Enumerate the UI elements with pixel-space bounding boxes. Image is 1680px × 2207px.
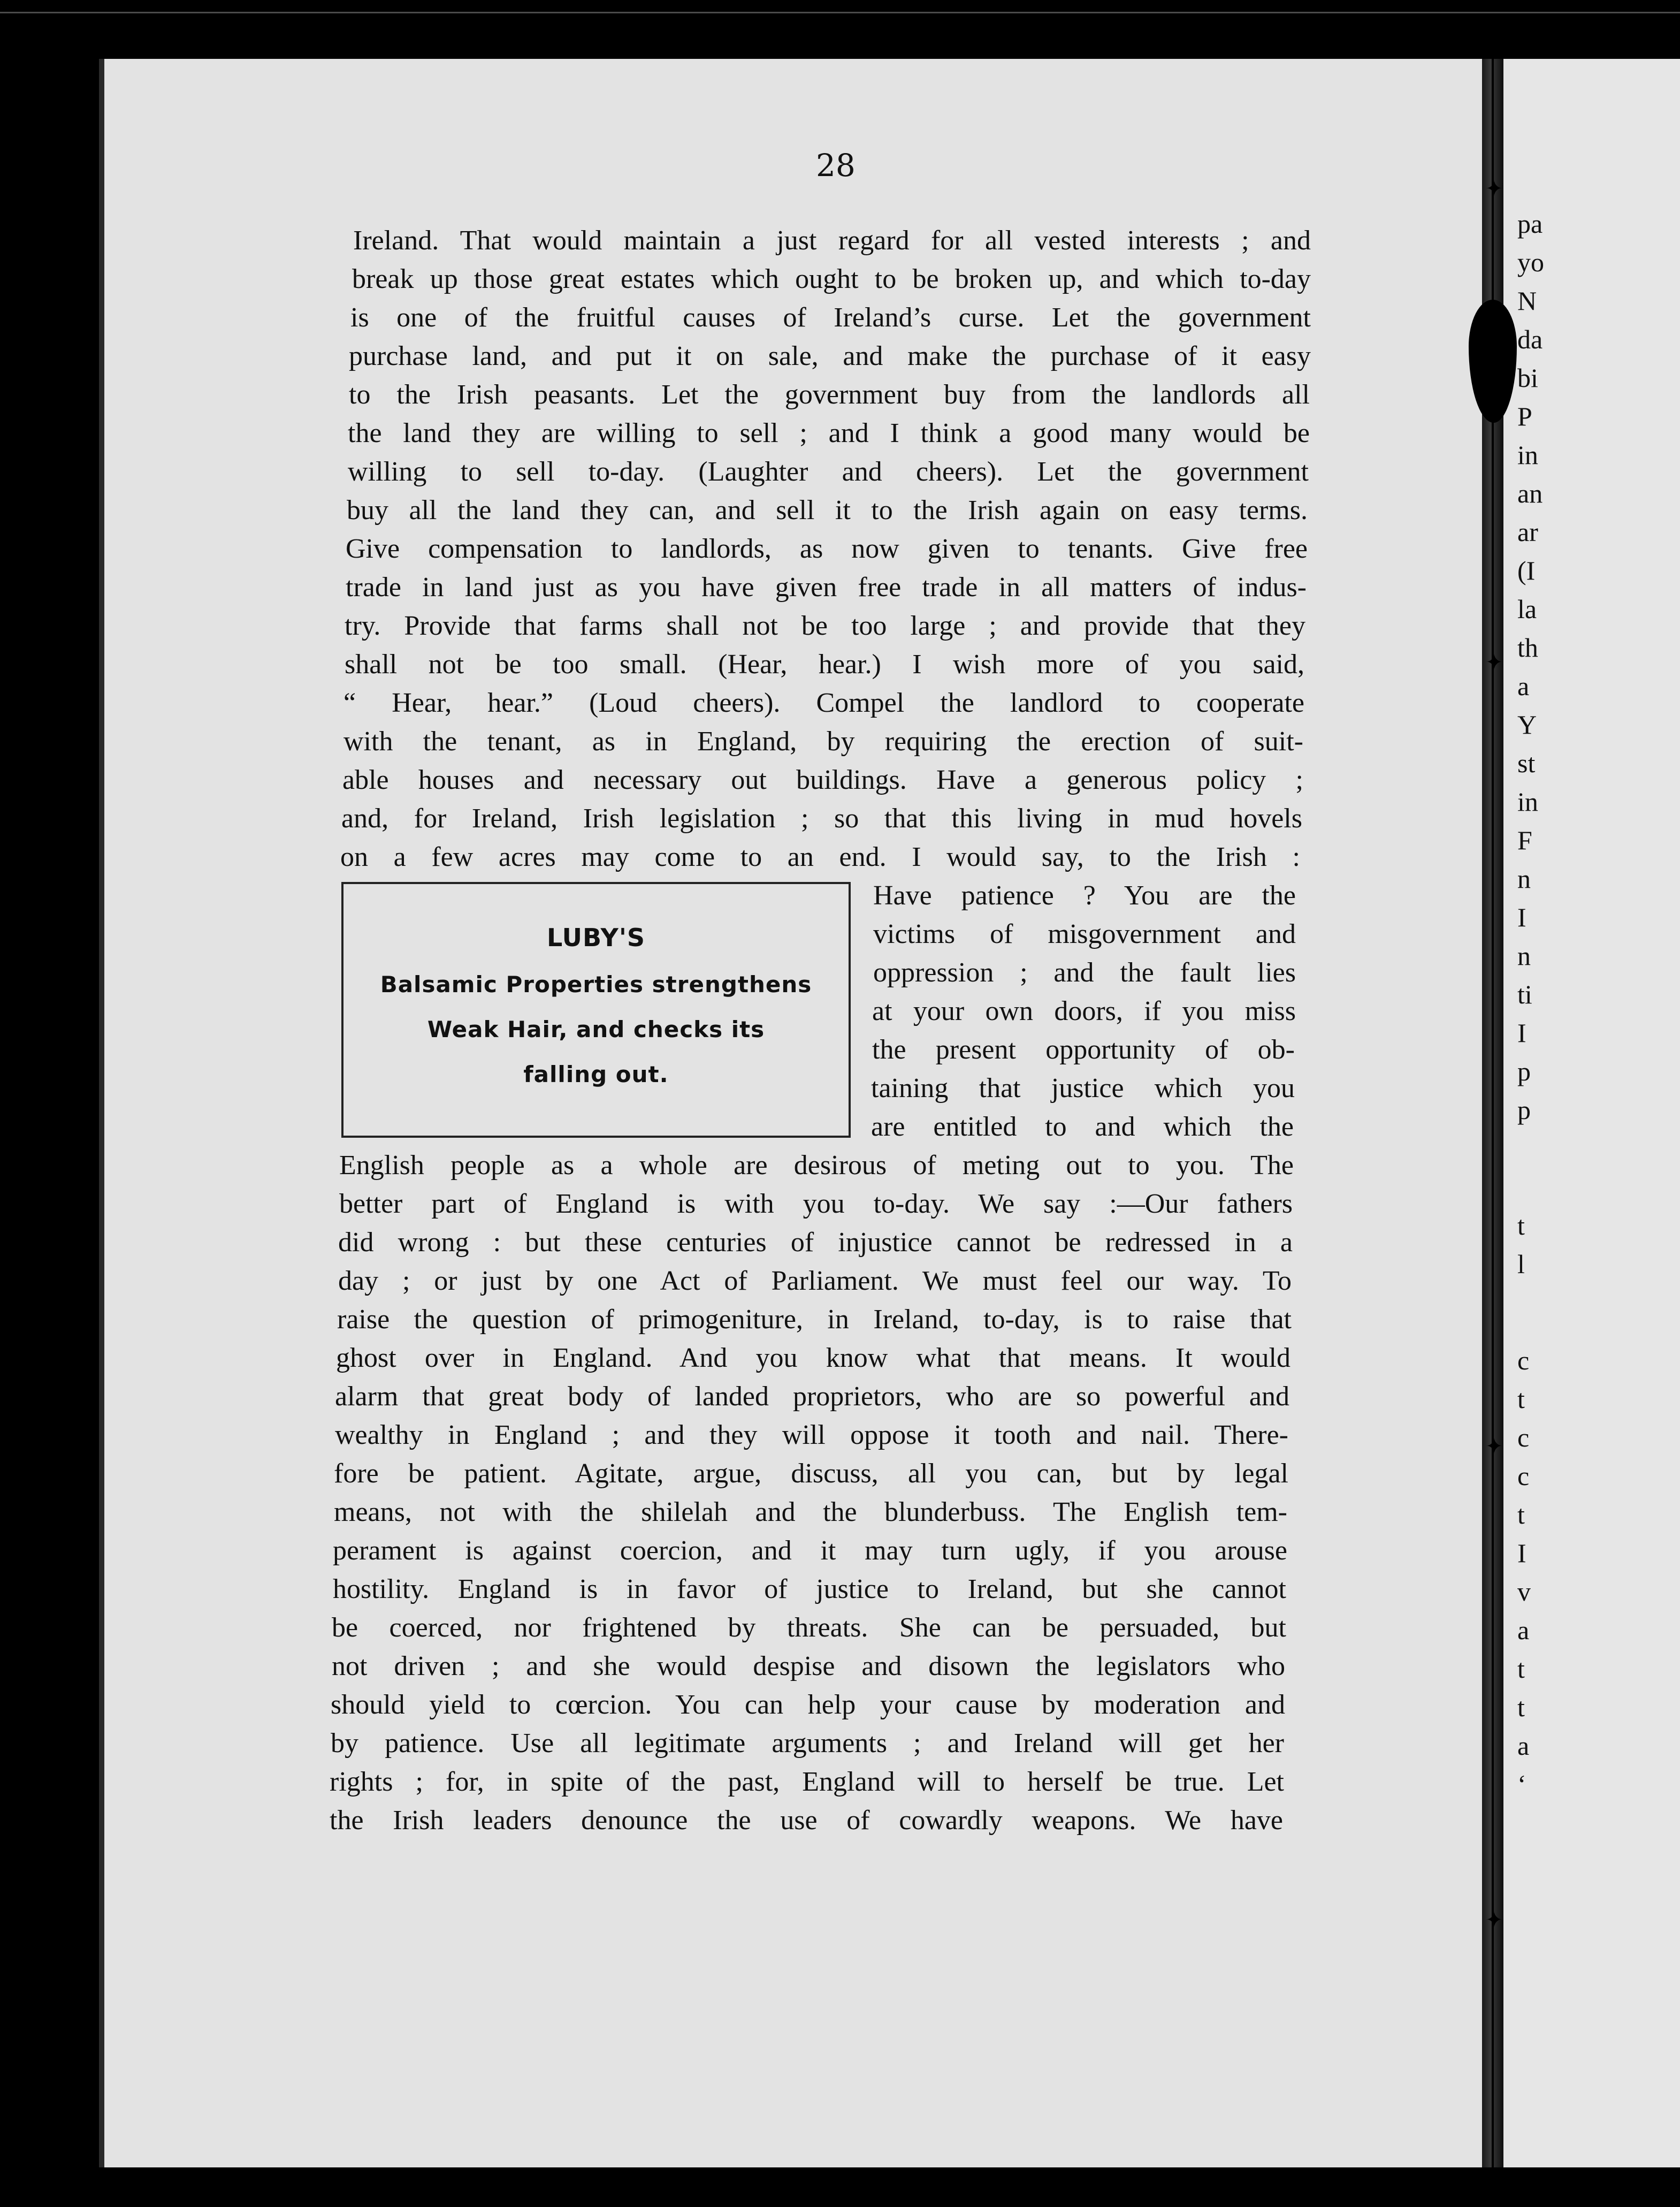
text-line: is one of the fruitful causes of Ireland’s curse. Let the government	[350, 302, 1311, 333]
text-line: the present opportunity of ob-	[872, 1034, 1295, 1065]
ad-line: Weak Hair, and checks its	[427, 1016, 765, 1042]
fragment: n	[1517, 864, 1531, 894]
text-line: the land they are willing to sell ; and I think a good many would be	[348, 418, 1310, 448]
text-line: wealthy in England ; and they will oppose it tooth and nail. There-	[335, 1420, 1288, 1450]
text-line: try. Provide that farms shall not be too large ; and provide that they	[345, 611, 1305, 641]
fragment: a	[1517, 1731, 1530, 1761]
fragment: t	[1517, 1500, 1525, 1529]
text-line: buy all the land they can, and sell it to the Irish again on easy terms.	[347, 495, 1308, 526]
fragment: an	[1517, 478, 1543, 508]
text-line: with the tenant, as in England, by requiring the erection of suit-	[343, 726, 1303, 757]
fragment: t	[1517, 1654, 1525, 1684]
text-line: fore be patient. Agitate, argue, discuss, all you can, but by legal	[334, 1458, 1288, 1489]
text-line: oppression ; and the fault lies	[873, 957, 1296, 988]
stitch-mark: ✦	[1485, 1908, 1503, 1932]
text-line: raise the question of primogeniture, in Ireland, to-day, is to raise that	[337, 1304, 1292, 1335]
fragment: v	[1517, 1577, 1531, 1607]
text-line: means, not with the shilelah and the blunderbuss. The English tem-	[334, 1497, 1287, 1527]
fragment: P	[1517, 401, 1532, 431]
text-line: hostility. England is in favor of justice to Ireland, but she cannot	[333, 1574, 1286, 1604]
fragment: c	[1517, 1422, 1530, 1452]
fragment: N	[1517, 286, 1537, 316]
text-line: alarm that great body of landed proprietors, who are so powerful and	[335, 1381, 1289, 1412]
text-line: not driven ; and she would despise and disown the legislators who	[332, 1651, 1285, 1681]
text-line: are entitled to and which the	[871, 1112, 1294, 1142]
text-line: be coerced, nor frightened by threats. She can be persuaded, but	[332, 1612, 1286, 1643]
text-line: perament is against coercion, and it may turn ugly, if you arouse	[333, 1535, 1287, 1566]
text-line: willing to sell to-day. (Laughter and cheers). Let the government	[348, 456, 1309, 487]
text-line: by patience. Use all legitimate arguments ; and Ireland will get her	[331, 1728, 1284, 1759]
text-line: rights ; for, in spite of the past, England will to herself be true. Let	[330, 1767, 1284, 1797]
binding-thread	[1492, 59, 1494, 2167]
fragment: a	[1517, 671, 1530, 701]
fragment: I	[1517, 902, 1526, 932]
text-line: able houses and necessary out buildings. Have a generous policy ;	[342, 765, 1303, 795]
text-line: the Irish leaders denounce the use of cowardly weapons. We have	[330, 1805, 1283, 1836]
fragment: I	[1517, 1018, 1526, 1048]
ad-line: falling out.	[523, 1061, 669, 1087]
scan-top-edge	[0, 0, 1680, 13]
text-line: trade in land just as you have given free trade in all matters of indus-	[346, 572, 1307, 603]
stitch-mark: ✦	[1485, 177, 1503, 201]
fragment: ‘	[1517, 1769, 1526, 1799]
fragment: (I	[1517, 555, 1536, 585]
text-line: ghost over in England. And you know what that means. It would	[336, 1343, 1290, 1373]
fragment: da	[1517, 324, 1543, 354]
fragment: la	[1517, 594, 1537, 624]
fragment: t	[1517, 1211, 1525, 1241]
fragment: t	[1517, 1384, 1525, 1414]
ad-brand: LUBY'S	[546, 923, 646, 952]
fragment: in	[1517, 787, 1538, 817]
page-number: 28	[816, 147, 856, 184]
text-line: victims of misgovernment and	[873, 919, 1296, 949]
fragment: st	[1517, 748, 1536, 778]
text-line: should yield to cœrcion. You can help your cause by moderation and	[331, 1690, 1285, 1720]
luby-advertisement	[341, 882, 851, 1138]
fragment: c	[1517, 1345, 1530, 1375]
fragment: p	[1517, 1095, 1531, 1125]
fragment: a	[1517, 1615, 1530, 1645]
fragment: th	[1517, 633, 1538, 663]
fragment: bi	[1517, 363, 1538, 393]
text-line: better part of England is with you to-day. We say :—Our fathers	[339, 1189, 1293, 1219]
fragment: l	[1517, 1249, 1525, 1279]
fragment: F	[1517, 825, 1532, 855]
fragment: t	[1517, 1692, 1525, 1722]
text-line: Have patience ? You are the	[873, 880, 1296, 911]
text-line: did wrong : but these centuries of injustice cannot be redressed in a	[338, 1227, 1293, 1258]
text-line: “ Hear, hear.” (Loud cheers). Compel the landlord to cooperate	[343, 688, 1304, 718]
fragment: I	[1517, 1538, 1526, 1568]
fragment: p	[1517, 1056, 1531, 1086]
text-line: purchase land, and put it on sale, and make the purchase of it easy	[349, 341, 1311, 371]
fragment: yo	[1517, 247, 1544, 277]
fragment: pa	[1517, 209, 1543, 239]
fragment: n	[1517, 941, 1531, 971]
fragment: ar	[1517, 517, 1538, 547]
ad-line: Balsamic Properties strengthens	[380, 971, 812, 998]
fragment: Y	[1517, 710, 1537, 740]
fragment: in	[1517, 440, 1538, 470]
text-line: English people as a whole are desirous of meting out to you. The	[339, 1150, 1294, 1181]
text-line: Give compensation to landlords, as now given to tenants. Give free	[346, 534, 1308, 564]
text-line: shall not be too small. (Hear, hear.) I wish more of you said,	[345, 649, 1304, 680]
text-line: day ; or just by one Act of Parliament. We must feel our way. To	[338, 1266, 1292, 1296]
stitch-mark: ✦	[1485, 650, 1503, 675]
text-line: and, for Ireland, Irish legislation ; so that this living in mud hovels	[341, 803, 1302, 834]
text-line: on a few acres may come to an end. I would say, to the Irish :	[340, 842, 1300, 872]
text-line: break up those great estates which ought to be broken up, and which to-day	[352, 264, 1311, 294]
fragment: ti	[1517, 979, 1532, 1009]
fragment: c	[1517, 1461, 1530, 1491]
text-line: at your own doors, if you miss	[872, 996, 1296, 1026]
stitch-mark: ✦	[1485, 1434, 1503, 1459]
text-line: Ireland. That would maintain a just regard for all vested interests ; and	[353, 225, 1311, 256]
text-line: taining that justice which you	[871, 1073, 1295, 1104]
text-line: to the Irish peasants. Let the government buy from the landlords all	[349, 379, 1310, 410]
